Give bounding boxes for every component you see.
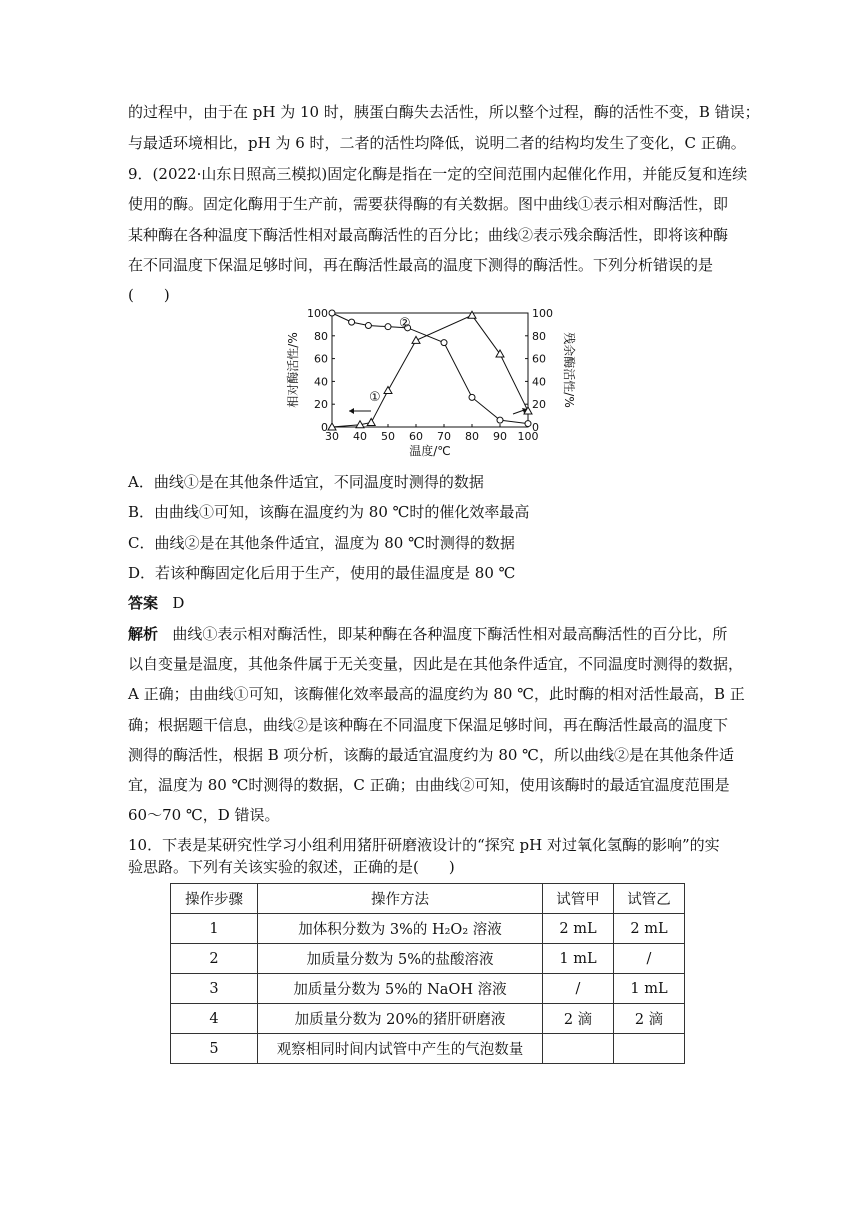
- table-cell: 2 滴: [614, 1004, 685, 1034]
- y-tick-label-left: 40: [314, 375, 328, 389]
- circle-point: [469, 394, 475, 400]
- experiment-table: [170, 883, 685, 1064]
- header-tube-b: 试管乙: [614, 884, 685, 914]
- table-cell: 加体积分数为 3%的 H₂O₂ 溶液: [258, 914, 543, 944]
- prev-text-line: 的过程中，由于在 pH 为 10 时，胰蛋白酶失去活性，所以整个过程，酶的活性不变，B 错误；: [128, 103, 760, 121]
- table-row: [171, 1004, 685, 1034]
- prev-text-line: 与最适环境相比，pH 为 6 时，二者的活性均降低，说明二者的结构均发生了变化，C 正确。: [128, 134, 746, 152]
- series-line-2: [332, 313, 528, 424]
- circle-point: [497, 417, 503, 423]
- q10-stem-line: 验思路。下列有关该实验的叙述，正确的是( ): [128, 858, 455, 876]
- analysis-label: 解析: [128, 625, 159, 643]
- table-cell: 1 mL: [614, 974, 685, 1004]
- q9-stem-line: 某种酶在各种温度下酶活性相对最高酶活性的百分比；曲线②表示残余酶活性，即将该种酶: [128, 226, 729, 244]
- x-tick-label: 70: [437, 430, 451, 443]
- circle-point: [385, 324, 391, 330]
- circle-point: [441, 340, 447, 346]
- circle-point: [365, 323, 371, 329]
- answer-label: 答案: [128, 594, 159, 612]
- table-cell: 5: [171, 1034, 258, 1064]
- analysis-line: 确；根据题干信息，曲线②是该种酶在不同温度下保温足够时间，再在酶活性最高的温度下: [128, 716, 729, 734]
- x-axis-label: 温度/℃: [409, 444, 451, 458]
- curve-1-label: ①: [369, 390, 381, 405]
- y-tick-label-right: 20: [532, 398, 546, 412]
- y-tick-label-left: 20: [314, 398, 328, 412]
- x-tick-label: 50: [381, 430, 395, 443]
- y-tick-label-right: 100: [532, 307, 553, 320]
- analysis-line: 宜，温度为 80 ℃时测得的数据，C 正确；由曲线②可知，使用该酶时的最适宜温度范围是: [128, 776, 730, 794]
- analysis-line: A 正确；由曲线①可知，该酶催化效率最高的温度约为 80 ℃，此时酶的相对活性最高，B 正: [128, 685, 745, 703]
- option-d: D．若该种酶固定化后用于生产，使用的最佳温度是 80 ℃: [128, 564, 516, 582]
- x-tick-label: 90: [493, 430, 507, 443]
- x-tick-label: 60: [409, 430, 423, 443]
- table-cell: 2 mL: [614, 914, 685, 944]
- q10-stem-line: 10．下表是某研究性学习小组利用猪肝研磨液设计的“探究 pH 对过氧化氢酶的影响”的实: [128, 836, 720, 854]
- table-cell: 观察相同时间内试管中产生的气泡数量: [258, 1034, 543, 1064]
- table-header-row: [171, 884, 685, 914]
- answer-row: [128, 593, 184, 613]
- table-cell: 3: [171, 974, 258, 1004]
- y-tick-label-left: 0: [321, 421, 328, 434]
- x-tick-label: 100: [517, 430, 539, 443]
- triangle-point: [412, 336, 420, 343]
- x-tick-label: 80: [465, 430, 479, 443]
- table-cell: 2: [171, 944, 258, 974]
- table-cell: 加质量分数为 5%的盐酸溶液: [258, 944, 543, 974]
- q9-stem-line: 在不同温度下保温足够时间，再在酶活性最高的温度下测得的酶活性。下列分析错误的是: [128, 256, 714, 274]
- series-line-1: [332, 315, 528, 427]
- q9-answer-blank: ( ): [128, 286, 170, 304]
- table-cell: 4: [171, 1004, 258, 1034]
- circle-point: [349, 319, 355, 325]
- option-a: A．曲线①是在其他条件适宜，不同温度时测得的数据: [128, 473, 484, 491]
- table-row: [171, 1034, 685, 1064]
- table-cell: 1 mL: [543, 944, 614, 974]
- header-method: 操作方法: [258, 884, 543, 914]
- y-tick-label-left: 80: [314, 329, 328, 343]
- table-row: [171, 944, 685, 974]
- curve-2-label: ②: [399, 316, 411, 331]
- circle-point: [525, 421, 531, 427]
- chart-svg: [275, 303, 575, 463]
- circle-point: [329, 310, 335, 316]
- option-b: B．由曲线①可知，该酶在温度约为 80 ℃时的催化效率最高: [128, 503, 530, 521]
- y-tick-label-right: 40: [532, 375, 546, 389]
- triangle-point: [384, 387, 392, 394]
- table-cell: 加质量分数为 20%的猪肝研磨液: [258, 1004, 543, 1034]
- analysis-text: 曲线①表示相对酶活性，即某种酶在各种温度下酶活性相对最高酶活性的百分比，所: [172, 625, 728, 643]
- table-cell: 2 mL: [543, 914, 614, 944]
- answer-value: D: [172, 594, 185, 612]
- table-row: [171, 974, 685, 1004]
- x-tick-label: 40: [353, 430, 367, 443]
- y-axis-right-label: 残余酶活性/%: [562, 332, 576, 408]
- table-cell: 1: [171, 914, 258, 944]
- analysis-line: 测得的酶活性，根据 B 项分析，该酶的最适宜温度约为 80 ℃，所以曲线②是在其他条件适: [128, 746, 734, 764]
- header-tube-a: 试管甲: [543, 884, 614, 914]
- option-c: C．曲线②是在其他条件适宜，温度为 80 ℃时测得的数据: [128, 534, 515, 552]
- table-cell: 加质量分数为 5%的 NaOH 溶液: [258, 974, 543, 1004]
- table-cell: /: [614, 944, 685, 974]
- y-tick-label-right: 80: [532, 329, 546, 343]
- analysis-line: 以自变量是温度，其他条件属于无关变量，因此是在其他条件适宜，不同温度时测得的数据，: [128, 655, 744, 673]
- table-cell: [543, 1034, 614, 1064]
- table-cell: [614, 1034, 685, 1064]
- table-cell: 2 滴: [543, 1004, 614, 1034]
- enzyme-activity-chart: [275, 303, 575, 463]
- table-cell: /: [543, 974, 614, 1004]
- plot-frame: [332, 313, 528, 427]
- analysis-line: [128, 624, 727, 644]
- y-tick-label-right: 60: [532, 352, 546, 366]
- arrow-left-head: [349, 408, 354, 414]
- q9-stem-line: 9．(2022·山东日照高三模拟)固定化酶是指在一定的空间范围内起催化作用，并能反复和连续: [128, 165, 748, 183]
- q9-stem-line: 使用的酶。固定化酶用于生产前，需要获得酶的有关数据。图中曲线①表示相对酶活性，即: [128, 195, 729, 213]
- header-step: 操作步骤: [171, 884, 258, 914]
- triangle-point: [468, 311, 476, 318]
- y-tick-label-left: 100: [307, 307, 328, 320]
- y-tick-label-left: 60: [314, 352, 328, 366]
- y-tick-label-right: 0: [532, 421, 539, 434]
- triangle-point: [496, 350, 504, 357]
- triangle-point: [367, 418, 375, 425]
- table-row: [171, 914, 685, 944]
- x-tick-label: 30: [325, 430, 339, 443]
- analysis-line: 60～70 ℃，D 错误。: [128, 806, 280, 824]
- y-axis-left-label: 相对酶活性/%: [286, 332, 300, 408]
